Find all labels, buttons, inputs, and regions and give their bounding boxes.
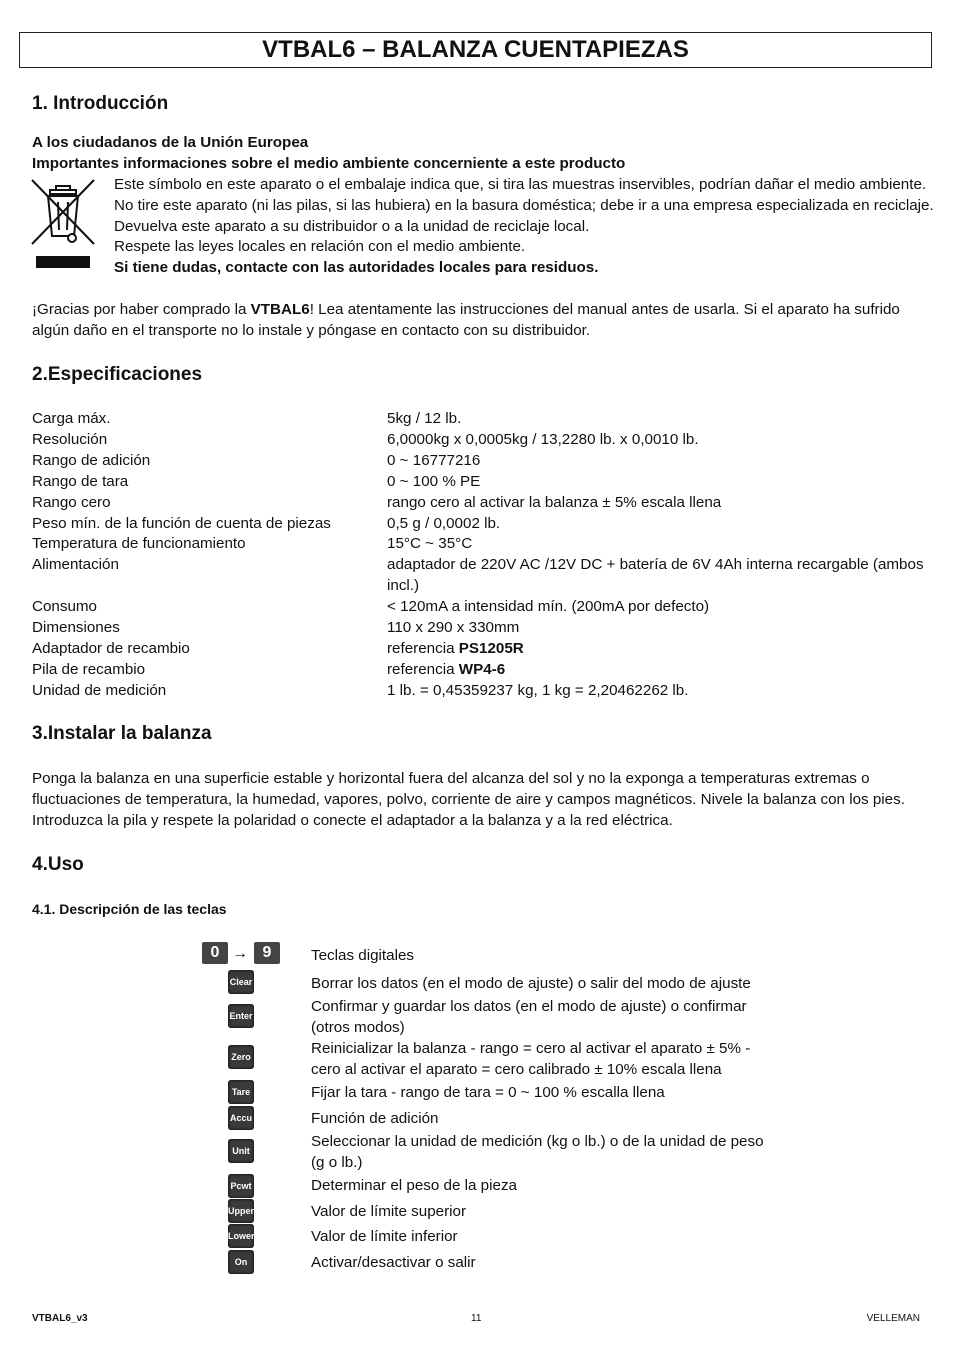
spec-label: Rango de adición xyxy=(32,452,151,469)
weee-line-bold: Si tiene dudas, contacte con las autoridades locales para residuos. xyxy=(114,259,599,276)
spec-value: 0,5 g / 0,0002 lb. xyxy=(387,515,501,532)
key-description: Fijar la tara - rango de tara = 0 ~ 100 % escalla llena xyxy=(311,1084,665,1101)
key-description: Valor de límite inferior xyxy=(311,1228,458,1245)
spec-label: Unidad de medición xyxy=(32,682,167,699)
spec-label: Temperatura de funcionamiento xyxy=(32,535,246,552)
spec-label: Alimentación xyxy=(32,556,119,573)
spec-value: 110 x 290 x 330mm xyxy=(387,619,520,636)
install-line-1: Ponga la balanza en una superficie estable y horizontal fuera del alcanza del sol y no la exponga a temperaturas extremas o xyxy=(32,770,870,787)
key-0-icon: 0 xyxy=(202,942,228,964)
key-accu-icon: Accu xyxy=(228,1106,254,1130)
spec-value: 0 ~ 100 % PE xyxy=(387,473,481,490)
spec-value: < 120mA a intensidad mín. (200mA por defecto) xyxy=(387,598,710,615)
weee-bin-icon xyxy=(30,176,96,270)
spec-value: 1 lb. = 0,45359237 kg, 1 kg = 2,20462262 lb. xyxy=(387,682,689,699)
spec-value: rango cero al activar la balanza ± 5% escala llena xyxy=(387,494,722,511)
spec-value: 6,0000kg x 0,0005kg / 13,2280 lb. x 0,0010 lb. xyxy=(387,431,699,448)
key-description: Teclas digitales xyxy=(311,947,414,964)
spec-value: referencia PS1205R xyxy=(387,640,524,657)
section-heading-uso: 4.Uso xyxy=(32,854,84,875)
spec-label: Pila de recambio xyxy=(32,661,146,678)
section-heading-instalar: 3.Instalar la balanza xyxy=(32,723,212,744)
section-heading-especificaciones: 2.Especificaciones xyxy=(32,364,203,385)
weee-line-4: Respete las leyes locales en relación con el medio ambiente. xyxy=(114,238,526,255)
key-description: Borrar los datos (en el modo de ajuste) o salir del modo de ajuste xyxy=(311,975,751,992)
spec-label: Carga máx. xyxy=(32,410,111,427)
eu-citizens-heading: A los ciudadanos de la Unión Europea xyxy=(32,134,309,151)
key-upper-icon: Upper xyxy=(228,1199,254,1223)
spec-value: 0 ~ 16777216 xyxy=(387,452,481,469)
key-description: Seleccionar la unidad de medición (kg o lb.) o de la unidad de peso (g o lb.) xyxy=(311,1133,764,1171)
thanks-line-1: ¡Gracias por haber comprado la VTBAL6! Lea atentamente las instrucciones del manual antes de usarla. Si el aparato ha sufrido xyxy=(32,301,900,318)
key-clear-icon: Clear xyxy=(228,970,254,994)
environment-heading: Importantes informaciones sobre el medio ambiente concerniente a este producto xyxy=(32,155,626,172)
key-lower-icon: Lower xyxy=(228,1224,254,1248)
key-9-icon: 9 xyxy=(254,942,280,964)
spec-label: Peso mín. de la función de cuenta de piezas xyxy=(32,515,331,532)
spec-label: Rango de tara xyxy=(32,473,129,490)
spec-label: Resolución xyxy=(32,431,108,448)
spec-value: referencia WP4-6 xyxy=(387,661,506,678)
install-line-3: Introduzca la pila y respete la polaridad o conecte el adaptador a la balanza y a la red eléctrica. xyxy=(32,812,673,829)
key-description: Función de adición xyxy=(311,1110,439,1127)
section-heading-introduccion: 1. Introducción xyxy=(32,93,169,114)
keys-subheading: 4.1. Descripción de las teclas xyxy=(32,901,227,917)
footer-page-number: 11 xyxy=(471,1313,482,1324)
footer-brand: VELLEMAN xyxy=(866,1313,920,1324)
spec-value: 15°C ~ 35°C xyxy=(387,535,473,552)
page-title: VTBAL6 – BALANZA CUENTAPIEZAS xyxy=(19,32,932,68)
key-unit-icon: Unit xyxy=(228,1139,254,1163)
key-tare-icon: Tare xyxy=(228,1080,254,1104)
key-description: Confirmar y guardar los datos (en el modo de ajuste) o confirmar (otros modos) xyxy=(311,998,747,1036)
arrow-right-icon: → xyxy=(232,945,248,962)
key-description: Activar/desactivar o salir xyxy=(311,1254,476,1271)
spec-label: Adaptador de recambio xyxy=(32,640,190,657)
spec-label: Rango cero xyxy=(32,494,111,511)
weee-line-1: Este símbolo en este aparato o el embalaje indica que, si tira las muestras inservibles, podrían dañar el medio ambiente. xyxy=(114,176,927,193)
key-enter-icon: Enter xyxy=(228,1004,254,1028)
key-zero-icon: Zero xyxy=(228,1045,254,1069)
weee-line-2: No tire este aparato (ni las pilas, si las hubiera) en la basura doméstica; debe ir a una empresa especializada en reciclaje. xyxy=(114,197,934,214)
key-pcwt-icon: Pcwt xyxy=(228,1174,254,1198)
spec-label: Dimensiones xyxy=(32,619,120,636)
footer-doc-code: VTBAL6_v3 xyxy=(32,1313,88,1324)
spec-value: adaptador de 220V AC /12V DC + batería de 6V 4Ah interna recargable (ambos incl.) xyxy=(387,556,924,594)
weee-line-3: Devuelva este aparato a su distribuidor o a la unidad de reciclaje local. xyxy=(114,218,590,235)
install-line-2: fluctuaciones de temperatura, la humedad, vapores, polvo, corriente de aire y campos magnéticos. Nivele la balanza con los pies. xyxy=(32,791,905,808)
key-description: Valor de límite superior xyxy=(311,1203,467,1220)
spec-label: Consumo xyxy=(32,598,97,615)
key-description: Reinicializar la balanza - rango = cero al activar el aparato ± 5% - cero al activar el aparato = cero calibrado ± 10% escala llena xyxy=(311,1040,751,1078)
spec-value: 5kg / 12 lb. xyxy=(387,410,462,427)
key-on-off-icon: On Off xyxy=(228,1250,254,1274)
key-description: Determinar el peso de la pieza xyxy=(311,1177,517,1194)
thanks-line-2: algún daño en el transporte no lo instale y póngase en contacto con su distribuidor. xyxy=(32,322,591,339)
